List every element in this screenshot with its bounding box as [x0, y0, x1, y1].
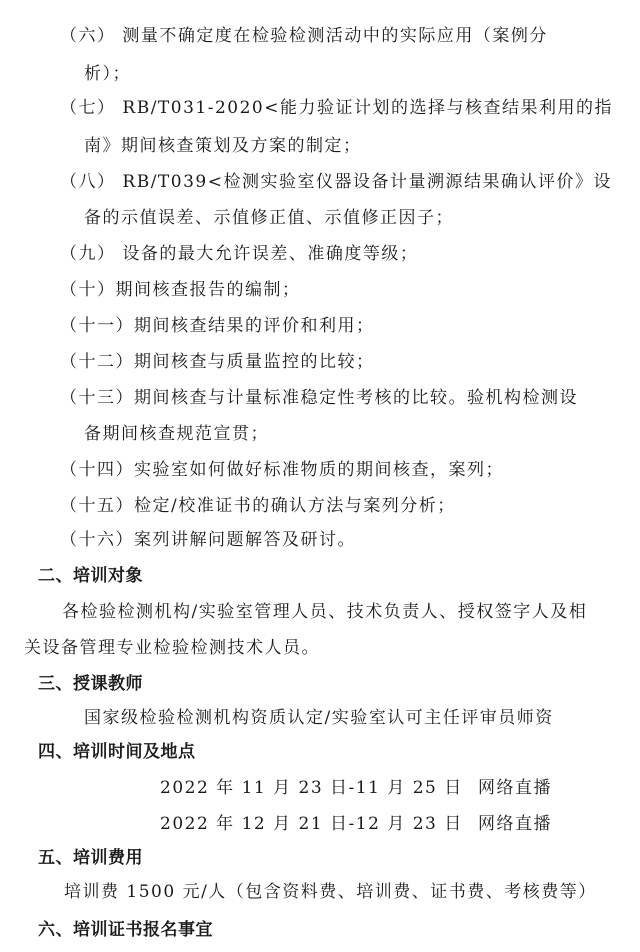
item-9-line: （九） 设备的最大允许误差、准确度等级；: [60, 244, 419, 264]
section-3-line: 国家级检验检测机构资质认定/实验室认可主任评审员师资: [84, 708, 554, 728]
section-3-heading: 三、授课教师: [38, 674, 143, 694]
item-13-line-2: 备期间核查规范宣贯；: [84, 424, 269, 444]
schedule-date-1: 2022 年 11 月 23 日-11 月 25 日: [160, 778, 463, 798]
item-7-line-2: 南》期间核查策划及方案的制定；: [84, 136, 362, 156]
item-6-line-1: （六） 测量不确定度在检验检测活动中的实际应用（案例分: [60, 26, 548, 46]
item-10-line: （十）期间核查报告的编制；: [60, 280, 301, 300]
item-16-line: （十六）案列讲解问题解答及研讨。: [60, 530, 356, 550]
item-15-line: （十五）检定/校准证书的确认方法与案列分析；: [60, 496, 456, 516]
item-7-line-1: （七） RB/T031-2020<能力验证计划的选择与核查结果利用的指: [60, 98, 613, 118]
section-4-heading: 四、培训时间及地点: [38, 742, 196, 762]
schedule-date-2: 2022 年 12 月 21 日-12 月 23 日: [160, 814, 463, 834]
schedule-venue-1: 网络直播: [478, 778, 552, 798]
item-14-line: （十四）实验室如何做好标准物质的期间核查，案列；: [60, 460, 504, 480]
section-6-heading: 六、培训证书报名事宜: [38, 920, 213, 940]
item-13-line-1: （十三）期间核查与计量标准稳定性考核的比较。验机构检测设: [60, 388, 578, 408]
item-8-line-1: （八） RB/T039<检测实验室仪器设备计量溯源结果确认评价》设: [60, 172, 612, 192]
section-2-heading: 二、培训对象: [38, 566, 143, 586]
item-8-line-2: 备的示值误差、示值修正值、示值修正因子；: [84, 208, 454, 228]
schedule-venue-2: 网络直播: [478, 814, 552, 834]
section-5-line: 培训费 1500 元/人（包含资料费、培训费、证书费、考核费等）: [64, 882, 597, 902]
item-11-line: （十一）期间核查结果的评价和利用；: [60, 316, 375, 336]
section-5-heading: 五、培训费用: [38, 848, 143, 868]
item-6-line-2: 析）；: [84, 64, 131, 84]
section-2-line-2: 关设备管理专业检验检测技术人员。: [24, 638, 320, 658]
item-12-line: （十二）期间核查与质量监控的比较；: [60, 352, 375, 372]
section-2-line-1: 各检验检测机构/实验室管理人员、技术负责人、授权签字人及相: [62, 602, 588, 622]
